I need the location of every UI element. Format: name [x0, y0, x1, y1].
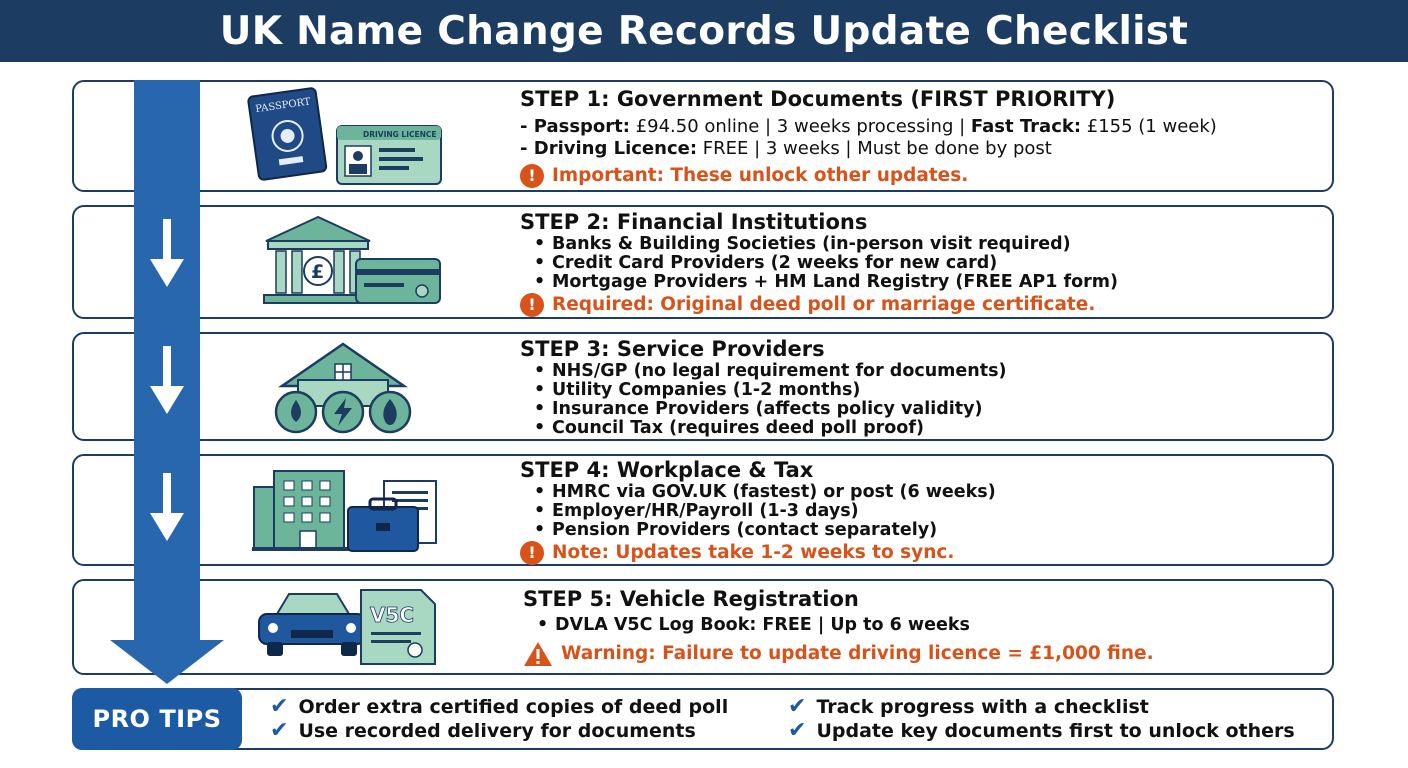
step-1-note	[520, 164, 1217, 188]
spine-arrowhead-icon	[110, 640, 224, 684]
down-arrow-icon	[150, 473, 184, 543]
exclamation-icon: !	[520, 164, 544, 188]
line-prefix: -	[520, 138, 534, 159]
step-4-content	[520, 457, 996, 565]
step-3-title: STEP 3: Service Providers	[520, 337, 825, 361]
down-arrow-icon	[150, 346, 184, 416]
svg-text:PASSPORT: PASSPORT	[254, 96, 312, 116]
office-briefcase-icon	[252, 465, 444, 555]
pro-tip-item	[270, 718, 696, 743]
step-3-content	[520, 336, 1007, 438]
passport-and-licence-icon	[245, 86, 445, 186]
step-2-title: STEP 2: Financial Institutions	[520, 210, 868, 234]
step-5-note	[523, 641, 1154, 667]
driving-licence-details: FREE | 3 weeks | Must be done by post	[697, 138, 1052, 159]
list-item: • NHS/GP (no legal requirement for documents)	[520, 362, 1007, 381]
tip-text: Use recorded delivery for documents	[298, 719, 696, 742]
note-text: Important: These unlock other updates.	[552, 165, 969, 186]
tip-text: Update key documents first to unlock others	[816, 719, 1295, 742]
step-5-title: STEP 5: Vehicle Registration	[523, 587, 859, 611]
check-icon: ✔	[270, 718, 289, 743]
line-prefix: -	[520, 116, 534, 137]
step-2-note	[520, 293, 1118, 317]
passport-line	[520, 116, 1217, 138]
driving-licence-line	[520, 138, 1217, 160]
fast-track-label: Fast Track:	[970, 116, 1082, 137]
warning-icon	[523, 641, 553, 667]
step-1-title: STEP 1: Government Documents (FIRST PRIORITY)	[520, 87, 1116, 111]
list-item: • DVLA V5C Log Book: FREE | Up to 6 weeks	[523, 616, 1154, 635]
note-text: Warning: Failure to update driving licence = £1,000 fine.	[561, 643, 1154, 664]
list-item: • Mortgage Providers + HM Land Registry (FREE AP1 form)	[520, 273, 1118, 292]
list-item: • Pension Providers (contact separately)	[520, 521, 996, 540]
pro-tip-item	[270, 694, 728, 719]
note-text: Note: Updates take 1-2 weeks to sync.	[552, 542, 955, 563]
list-item: • Credit Card Providers (2 weeks for new card)	[520, 254, 1118, 273]
check-icon: ✔	[270, 694, 289, 719]
svg-text:DRIVING LICENCE: DRIVING LICENCE	[363, 130, 437, 139]
exclamation-icon: !	[520, 541, 544, 565]
passport-label: Passport:	[533, 116, 630, 137]
list-item: • Banks & Building Societies (in-person visit required)	[520, 235, 1118, 254]
list-item: • Utility Companies (1-2 months)	[520, 381, 1007, 400]
car-v5c-icon	[255, 586, 439, 668]
pro-tips-label: PRO TIPS	[72, 688, 242, 750]
step-4-note	[520, 541, 996, 565]
list-item: • Insurance Providers (affects policy validity)	[520, 400, 1007, 419]
header-bar	[0, 0, 1408, 62]
driving-licence-label: Driving Licence:	[533, 138, 698, 159]
list-item: • Council Tax (requires deed poll proof)	[520, 419, 1007, 438]
step-1-content	[520, 86, 1217, 188]
tip-text: Order extra certified copies of deed poll	[298, 695, 729, 718]
house-utilities-icon	[270, 342, 416, 434]
page-title: UK Name Change Records Update Checklist	[219, 8, 1189, 54]
step-5-content	[523, 586, 1154, 667]
pro-tip-item	[788, 694, 1149, 719]
tip-text: Track progress with a checklist	[816, 695, 1149, 718]
check-icon: ✔	[788, 694, 807, 719]
passport-details: £94.50 online | 3 weeks processing |	[629, 116, 971, 137]
step-2-content	[520, 209, 1118, 317]
bank-and-card-icon	[262, 215, 444, 307]
list-item: • Employer/HR/Payroll (1-3 days)	[520, 502, 996, 521]
note-text: Required: Original deed poll or marriage certificate.	[552, 294, 1096, 315]
exclamation-icon: !	[520, 293, 544, 317]
down-arrow-icon	[150, 219, 184, 289]
check-icon: ✔	[788, 718, 807, 743]
svg-text:V5C: V5C	[370, 603, 415, 627]
fast-track-details: £155 (1 week)	[1081, 116, 1217, 137]
list-item: • HMRC via GOV.UK (fastest) or post (6 weeks)	[520, 483, 996, 502]
pro-tip-item	[788, 718, 1295, 743]
step-4-title: STEP 4: Workplace & Tax	[520, 458, 814, 482]
svg-text:£: £	[311, 261, 325, 283]
